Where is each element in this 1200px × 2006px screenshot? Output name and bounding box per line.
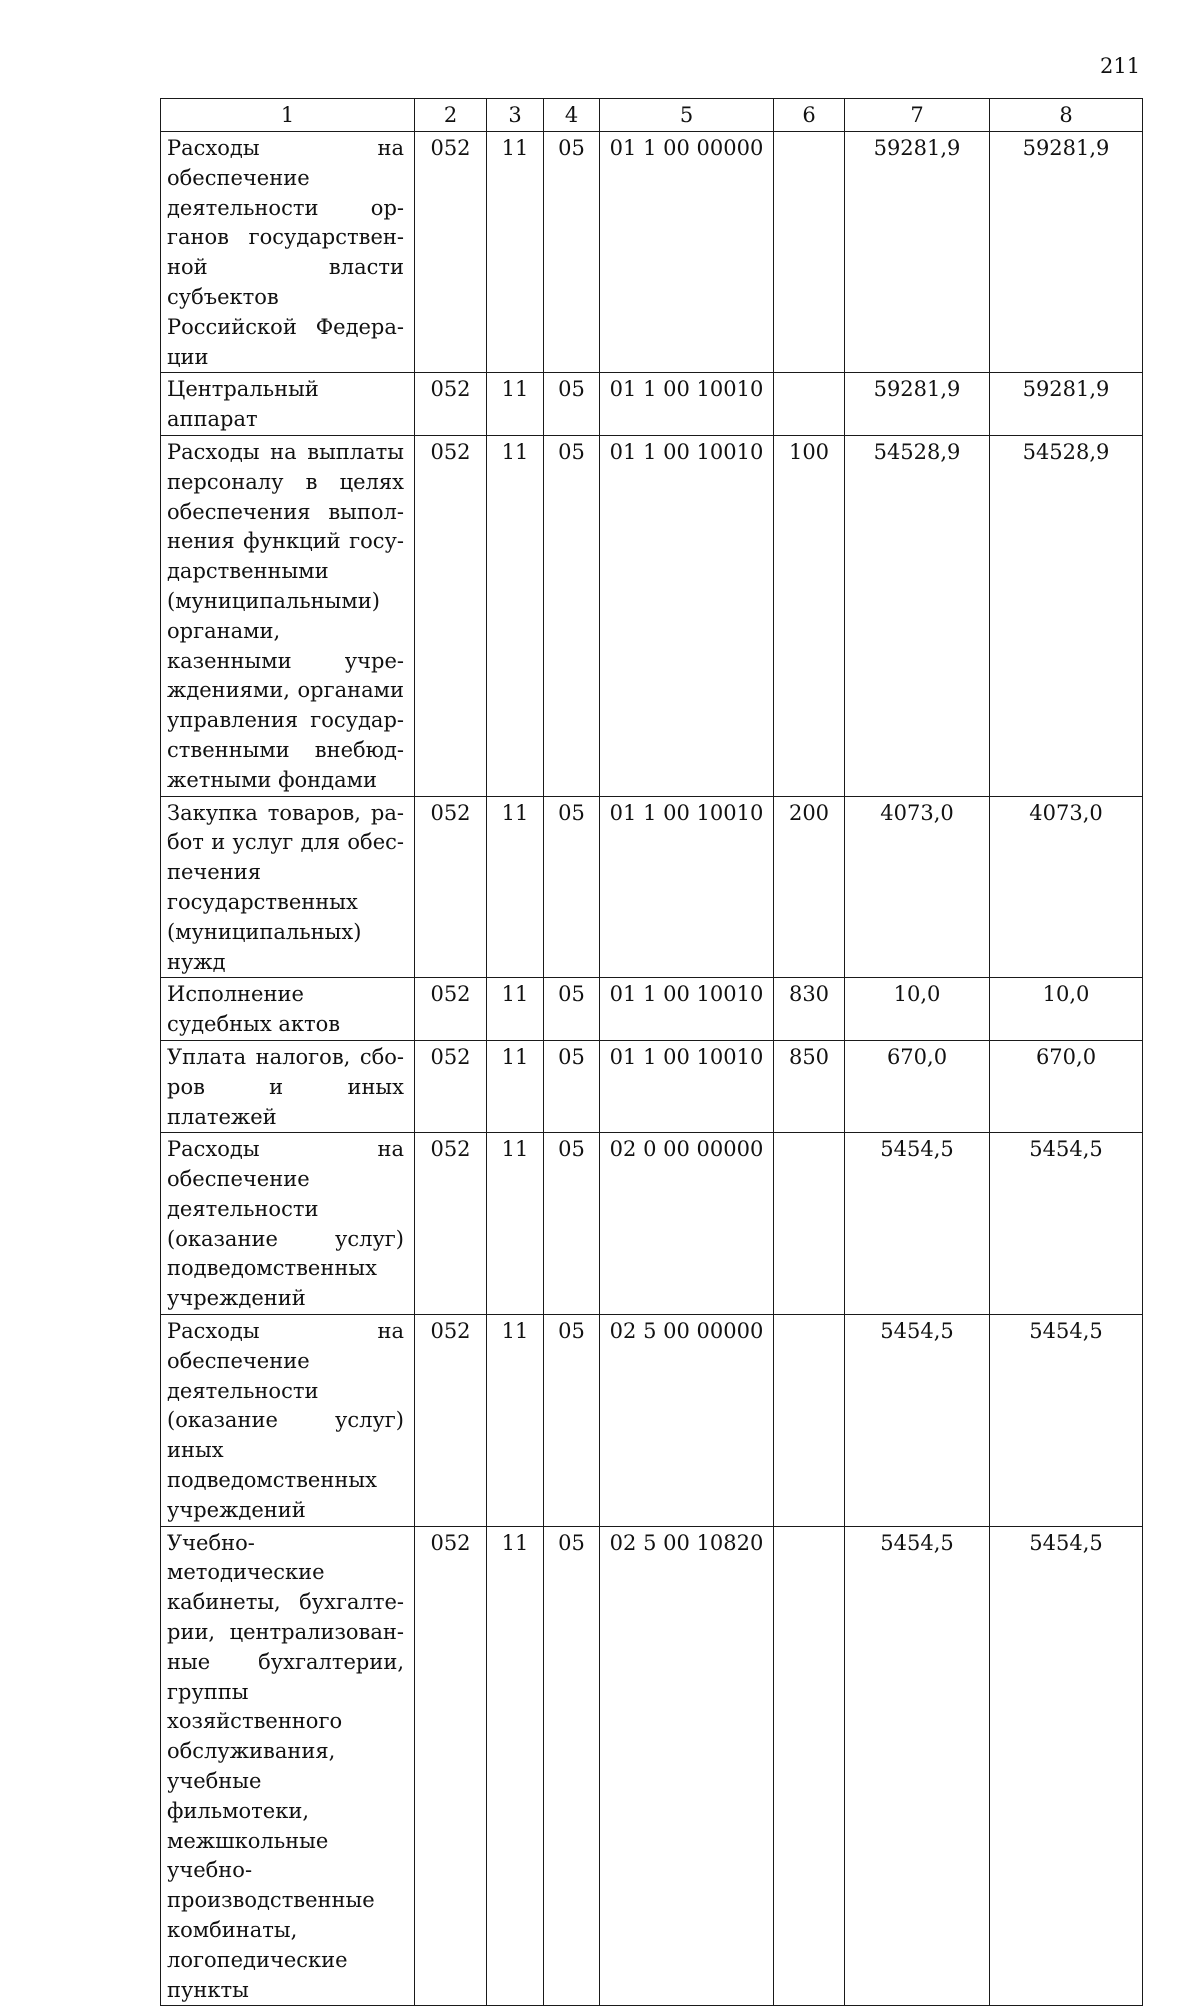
cell-expense-type: 200 [774, 796, 845, 978]
column-header: 3 [487, 99, 544, 132]
table-row [161, 796, 1143, 978]
cell-expense-type: 850 [774, 1040, 845, 1132]
cell-ministry-code: 052 [415, 435, 487, 796]
cell-subsection: 05 [544, 978, 600, 1041]
cell-section: 11 [487, 435, 544, 796]
column-header: 4 [544, 99, 600, 132]
cell-amount-1: 59281,9 [845, 132, 990, 373]
column-header: 7 [845, 99, 990, 132]
table-row [161, 978, 1143, 1041]
cell-ministry-code: 052 [415, 1526, 487, 2006]
cell-target-article: 02 0 00 00000 [600, 1133, 774, 1315]
row-name: Учебно-методические кабинеты, бухгалтерии, централизованные бухгалтерии, группы хозяйственного обслуживания, учебные фильмотеки, межшкольные учебно-производственные комбинаты, логопедические пункты [161, 1526, 415, 2006]
cell-section: 11 [487, 132, 544, 373]
cell-ministry-code: 052 [415, 978, 487, 1041]
table-row [161, 132, 1143, 373]
cell-expense-type [774, 373, 845, 436]
row-name: Расходы на выплаты персоналу в целях обеспечения выполнения функций государственными (муниципальными) органами, казенными учреждениями, органами управления государственными внебюджетными фондами [161, 435, 415, 796]
column-header: 8 [990, 99, 1143, 132]
cell-target-article: 01 1 00 10010 [600, 796, 774, 978]
cell-expense-type [774, 1315, 845, 1527]
cell-expense-type [774, 1526, 845, 2006]
cell-amount-2: 4073,0 [990, 796, 1143, 978]
cell-subsection: 05 [544, 1526, 600, 2006]
cell-amount-2: 5454,5 [990, 1526, 1143, 2006]
cell-target-article: 01 1 00 10010 [600, 978, 774, 1041]
cell-section: 11 [487, 1526, 544, 2006]
budget-table [160, 98, 1143, 2006]
cell-ministry-code: 052 [415, 796, 487, 978]
table-row [161, 1040, 1143, 1132]
cell-section: 11 [487, 1315, 544, 1527]
table-row [161, 373, 1143, 436]
cell-expense-type: 830 [774, 978, 845, 1041]
row-name: Закупка товаров, работ и услуг для обеспечения государственных (муниципальных) нужд [161, 796, 415, 978]
cell-amount-1: 670,0 [845, 1040, 990, 1132]
table-row [161, 1526, 1143, 2006]
cell-amount-2: 5454,5 [990, 1133, 1143, 1315]
cell-expense-type: 100 [774, 435, 845, 796]
row-name: Исполнение судебных актов [161, 978, 415, 1041]
cell-ministry-code: 052 [415, 132, 487, 373]
cell-ministry-code: 052 [415, 1133, 487, 1315]
table-row [161, 435, 1143, 796]
cell-amount-1: 10,0 [845, 978, 990, 1041]
cell-amount-1: 5454,5 [845, 1133, 990, 1315]
cell-subsection: 05 [544, 435, 600, 796]
column-header: 6 [774, 99, 845, 132]
cell-target-article: 01 1 00 10010 [600, 1040, 774, 1132]
cell-amount-2: 5454,5 [990, 1315, 1143, 1527]
cell-amount-1: 59281,9 [845, 373, 990, 436]
cell-target-article: 01 1 00 10010 [600, 435, 774, 796]
cell-amount-1: 5454,5 [845, 1526, 990, 2006]
column-header: 1 [161, 99, 415, 132]
cell-ministry-code: 052 [415, 1315, 487, 1527]
cell-subsection: 05 [544, 132, 600, 373]
cell-section: 11 [487, 978, 544, 1041]
page-number: 211 [1100, 54, 1141, 78]
cell-amount-1: 5454,5 [845, 1315, 990, 1527]
cell-section: 11 [487, 1040, 544, 1132]
cell-subsection: 05 [544, 1040, 600, 1132]
cell-section: 11 [487, 796, 544, 978]
table-header-row [161, 99, 1143, 132]
cell-subsection: 05 [544, 1315, 600, 1527]
column-header: 5 [600, 99, 774, 132]
row-name: Центральный аппарат [161, 373, 415, 436]
cell-ministry-code: 052 [415, 373, 487, 436]
cell-target-article: 02 5 00 00000 [600, 1315, 774, 1527]
cell-amount-1: 54528,9 [845, 435, 990, 796]
cell-section: 11 [487, 1133, 544, 1315]
cell-amount-2: 670,0 [990, 1040, 1143, 1132]
row-name: Уплата налогов, сборов и иных платежей [161, 1040, 415, 1132]
cell-expense-type [774, 132, 845, 373]
row-name: Расходы на обеспечение деятельности (оказание услуг) иных подведомственных учреждений [161, 1315, 415, 1527]
cell-amount-2: 59281,9 [990, 132, 1143, 373]
cell-amount-2: 54528,9 [990, 435, 1143, 796]
row-name: Расходы на обеспечение деятельности (оказание услуг) подведомственных учреждений [161, 1133, 415, 1315]
cell-ministry-code: 052 [415, 1040, 487, 1132]
cell-target-article: 02 5 00 10820 [600, 1526, 774, 2006]
cell-expense-type [774, 1133, 845, 1315]
cell-subsection: 05 [544, 1133, 600, 1315]
cell-amount-2: 59281,9 [990, 373, 1143, 436]
column-header: 2 [415, 99, 487, 132]
row-name: Расходы на обеспечение деятельности органов государственной власти субъектов Российской Федерации [161, 132, 415, 373]
cell-subsection: 05 [544, 796, 600, 978]
cell-subsection: 05 [544, 373, 600, 436]
cell-target-article: 01 1 00 00000 [600, 132, 774, 373]
table-row [161, 1133, 1143, 1315]
cell-target-article: 01 1 00 10010 [600, 373, 774, 436]
cell-amount-2: 10,0 [990, 978, 1143, 1041]
cell-section: 11 [487, 373, 544, 436]
cell-amount-1: 4073,0 [845, 796, 990, 978]
table-row [161, 1315, 1143, 1527]
